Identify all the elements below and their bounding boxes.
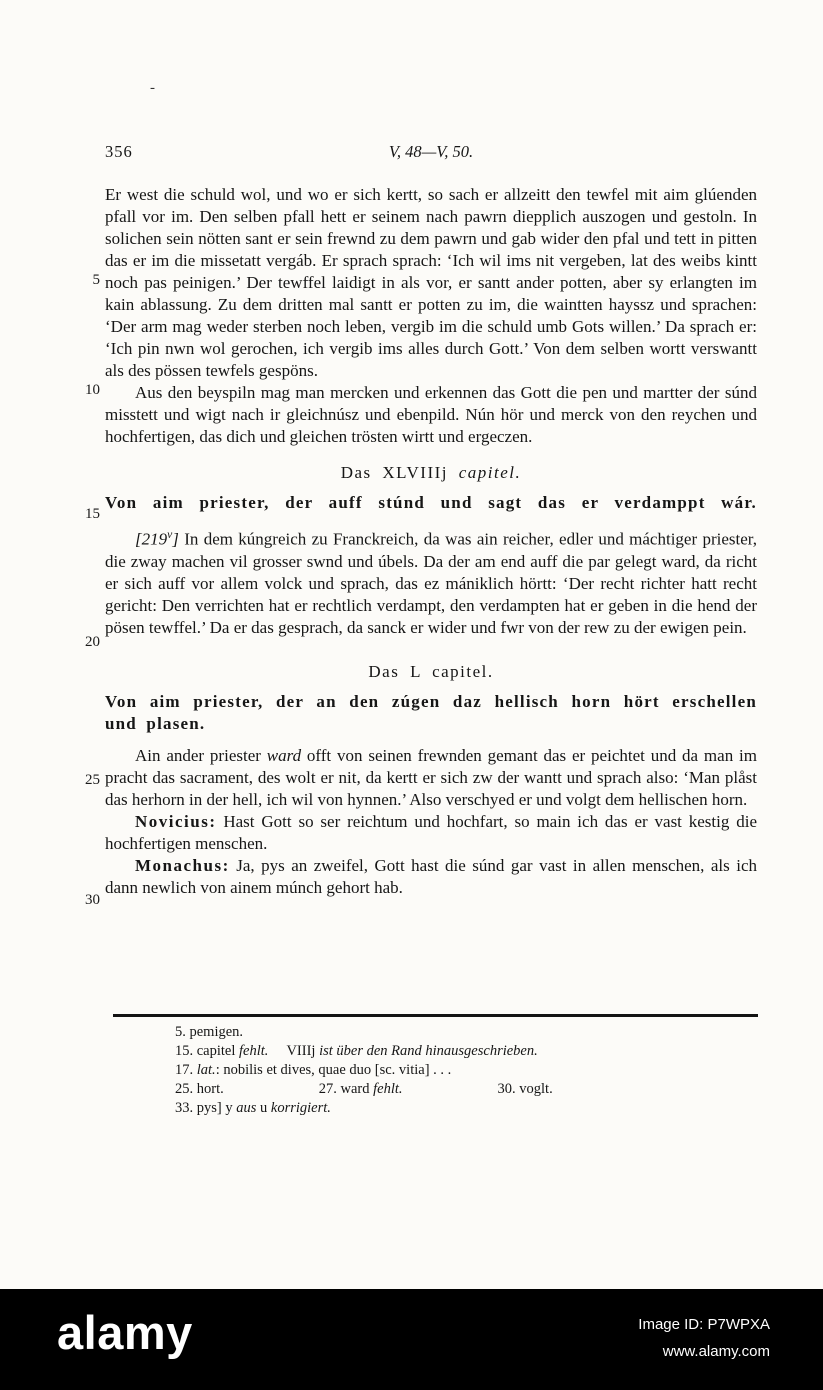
text-segment: In dem kúngreich zu Franckreich, da was ain reicher, edler und máchtiger priester, die zway machen vil grosser swnd und úbels. Da der am end auff die par gelegt ward, da richt er sich auff vor allem volck und sprach, das ez mániklich hörtt: ‘Der recht richter hatt recht gericht: Den verrichten hat er rechtlich verdampt, den verdampten hat er geben in die hend der pösen tewffel.’ Da er das gesprach, da sanck er wider und fwr von der rew zu der ewigen pein. <box>105 529 757 637</box>
text-segment: 27. ward <box>318 1081 374 1097</box>
line-number-25: 25 <box>85 772 100 788</box>
footnotes-block <box>175 1023 757 1118</box>
paragraph-novicius <box>105 811 757 855</box>
chapter-subtitle-l <box>105 691 757 735</box>
image-id-label: Image ID: P7WPXA <box>638 1316 770 1333</box>
text-segment: 25. hort. <box>175 1081 224 1097</box>
text-segment: VIIIj <box>286 1043 320 1059</box>
chapter-heading-l <box>105 661 757 683</box>
text-segment: 30. voglt. <box>497 1081 553 1097</box>
text-segment: ] <box>172 529 179 549</box>
text-segment: u <box>256 1100 271 1116</box>
footnote-line <box>175 1061 757 1080</box>
text-segment: [219 <box>135 529 168 549</box>
text-segment: Aus den beyspiln mag man mercken und erkennen das Gott die pen und martter der súnd misstett und wigt nach ir gleichnúsz und ebenpild. Nún hör und merck von den reychen und hochfertigen, das dich und gleichen trösten wirtt und ergeczen. <box>105 383 757 446</box>
text-segment: ward <box>266 745 302 765</box>
footnote-line <box>175 1099 757 1118</box>
body-text-column <box>105 184 757 899</box>
footnote-line <box>175 1080 757 1099</box>
line-number-20: 20 <box>85 634 100 650</box>
text-segment: 5. pemigen. <box>175 1024 244 1040</box>
footnote-divider <box>113 1014 758 1017</box>
text-segment: Er west die schuld wol, und wo er sich kertt, so sach er allzeitt den tewfel mit aim glúenden pfall vor im. Den selben pfall hett er seinem nach pawrn diepplich auszogen und gestoln. In solichen sein nötten sant er sein frewnd zu dem pawrn und gab wider den pfal und tett in pitten das er im die missetatt vergáb. Er sprach sprach: ‘Ich wil ims nit vergeben, lat des weibs kintt noch pas peinigen.’ Der tewffel laidigt in als vor, er santt ander potten, aber sy erlangten im kain ablassung. Zu dem dritten mal santt er potten zu im, die waintten hayssz und sprachen: ‘Der arm mag weder sterben noch leben, vergib im die schuld umb Gots willen.’ Da sprach er: ‘Ich pin nwn wol gerochen, ich vergib ims alles durch Gott.’ Von dem selben wortt verswantt als des pössen tewfels gespöns. <box>105 185 757 380</box>
text-segment: Hast Gott so ser reichtum und hochfart, so main ich das er vast kestig die hochfertigen menschen. <box>105 811 757 853</box>
alamy-logo: alamy <box>57 1306 193 1359</box>
text-segment: capitel. <box>458 463 522 482</box>
watermark-info <box>638 1311 770 1365</box>
text-segment: v <box>167 528 173 541</box>
text-segment: offt von seinen frewnden gemant das er peichtet und da man im pracht das sacrament, des wolt er nit, da kertt er sich zw der wantt und sprach also: ‘Man plåst das herhorn in der hell, ich wil von hynnen.’ Also verschyed er und volgt dem hellischen horn. <box>105 745 757 809</box>
text-segment: : nobilis et dives, quae duo [sc. vitia] . . . <box>215 1062 452 1078</box>
text-segment: 17. <box>175 1062 197 1078</box>
text-segment: Von aim priester, der auff stúnd und sagt das er verdamppt wár. <box>105 493 757 512</box>
text-segment: Ain ander priester <box>135 745 267 765</box>
text-segment: fehlt. <box>239 1043 269 1059</box>
text-segment: fehlt. <box>373 1081 403 1097</box>
paragraph-monachus <box>105 855 757 899</box>
chapter-subtitle-xlviiij <box>105 492 757 514</box>
line-number-5: 5 <box>92 272 100 288</box>
text-segment: aus <box>236 1100 257 1116</box>
paragraph-priest-france <box>105 524 757 639</box>
text-segment: Novicius: <box>135 811 217 831</box>
line-number-30: 30 <box>85 892 100 908</box>
page-number: 356 <box>105 142 133 161</box>
watermark-bar <box>0 1289 823 1390</box>
footnote-line <box>175 1023 757 1042</box>
paragraph-devil-story <box>105 184 757 382</box>
chapter-heading-xlviiij <box>105 462 757 484</box>
line-number-10: 10 <box>85 382 100 398</box>
text-segment: lat. <box>196 1062 216 1078</box>
text-segment: Das L capitel. <box>368 661 494 681</box>
line-number-15: 15 <box>85 506 100 522</box>
text-segment: 33. pys] y <box>175 1100 237 1116</box>
text-segment: 15. capitel <box>175 1043 240 1059</box>
text-segment: Ja, pys an zweifel, Gott hast die súnd gar vast in allen menschen, als ich dann newlich von ainem múnch gehort hab. <box>105 855 757 897</box>
alamy-url: www.alamy.com <box>662 1343 770 1360</box>
scan-artifact: - <box>150 80 155 96</box>
paragraph-moral <box>105 382 757 448</box>
text-segment: Von aim priester, der an den zúgen daz hellisch horn hört erschellen und plasen. <box>105 691 757 733</box>
paragraph-priest-horn <box>105 745 757 811</box>
text-segment: Das XLVIIIj <box>340 463 459 482</box>
text-segment: korrigiert. <box>270 1100 331 1116</box>
footnote-line <box>175 1042 757 1061</box>
text-segment: ist über den Rand hinausgeschrieben. <box>319 1043 538 1059</box>
running-head <box>105 142 757 164</box>
text-segment: Monachus: <box>135 855 230 875</box>
running-title: V, 48—V, 50. <box>388 142 474 161</box>
